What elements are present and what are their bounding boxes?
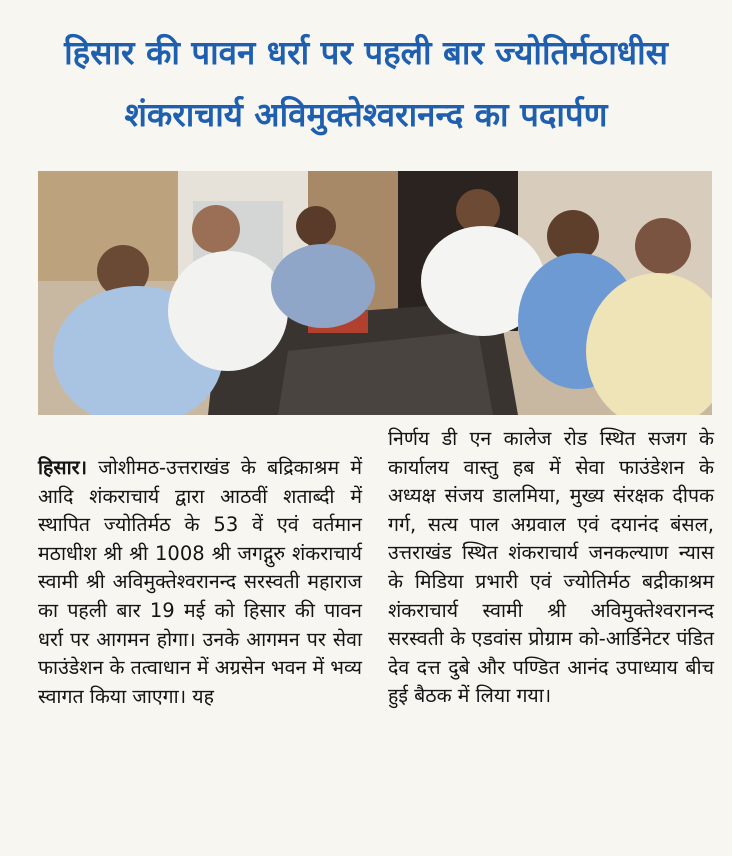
headline	[0, 22, 732, 146]
dateline: हिसार।	[38, 456, 88, 479]
news-photo	[38, 171, 712, 415]
article-right-body: निर्णय डी एन कालेज रोड स्थित सजग के कार्यालय वास्तु हब में सेवा फाउंडेशन के अध्यक्ष संजय डालमिया, मुख्य संरक्षक दीपक गर्ग, सत्य पाल अग्रवाल एवं दयानंद बंसल, उत्तराखंड स्थित शंकराचार्य जनकल्याण न्यास के मिडिया प्रभारी एवं ज्योतिर्मठ बद्रीकाश्रम शंकराचार्य स्वामी श्री अविमुक्तेश्वरानन्द सरस्वती के एडवांस प्रोग्राम को-आर्डिनेटर पंडित देव दत्त दुबे और पण्डित आनंद उपाध्याय बीच हुई बैठक में लिया गया।	[388, 427, 714, 708]
article-left-body: जोशीमठ-उत्तराखंड के बद्रिकाश्रम में आदि शंकराचार्य द्वारा आठवीं शताब्दी में स्थापित ज्योतिर्मठ के 53 वें एवं वर्तमान मठाधीश श्री श्री 1008 श्री जगद्गुरु शंकराचार्य स्वामी श्री अविमुक्तेश्वरानन्द सरस्वती महाराज का पहली बार 19 मई को हिसार की पावन धर्रा पर आगमन होगा। उनके आगमन पर सेवा फाउंडेशन के तत्वाधान में अग्रसेन भवन में भव्य स्वागत किया जाएगा। यह	[38, 456, 362, 708]
headline-line-2: शंकराचार्य अविमुक्तेश्वरानन्द का पदार्पण	[124, 95, 608, 134]
article-column-right	[388, 425, 714, 711]
headline-line-1: हिसार की पावन धर्रा पर पहली बार ज्योतिर्मठाधीस	[64, 33, 668, 72]
article-column-left	[38, 454, 362, 711]
meeting-photo-illustration	[38, 171, 712, 415]
